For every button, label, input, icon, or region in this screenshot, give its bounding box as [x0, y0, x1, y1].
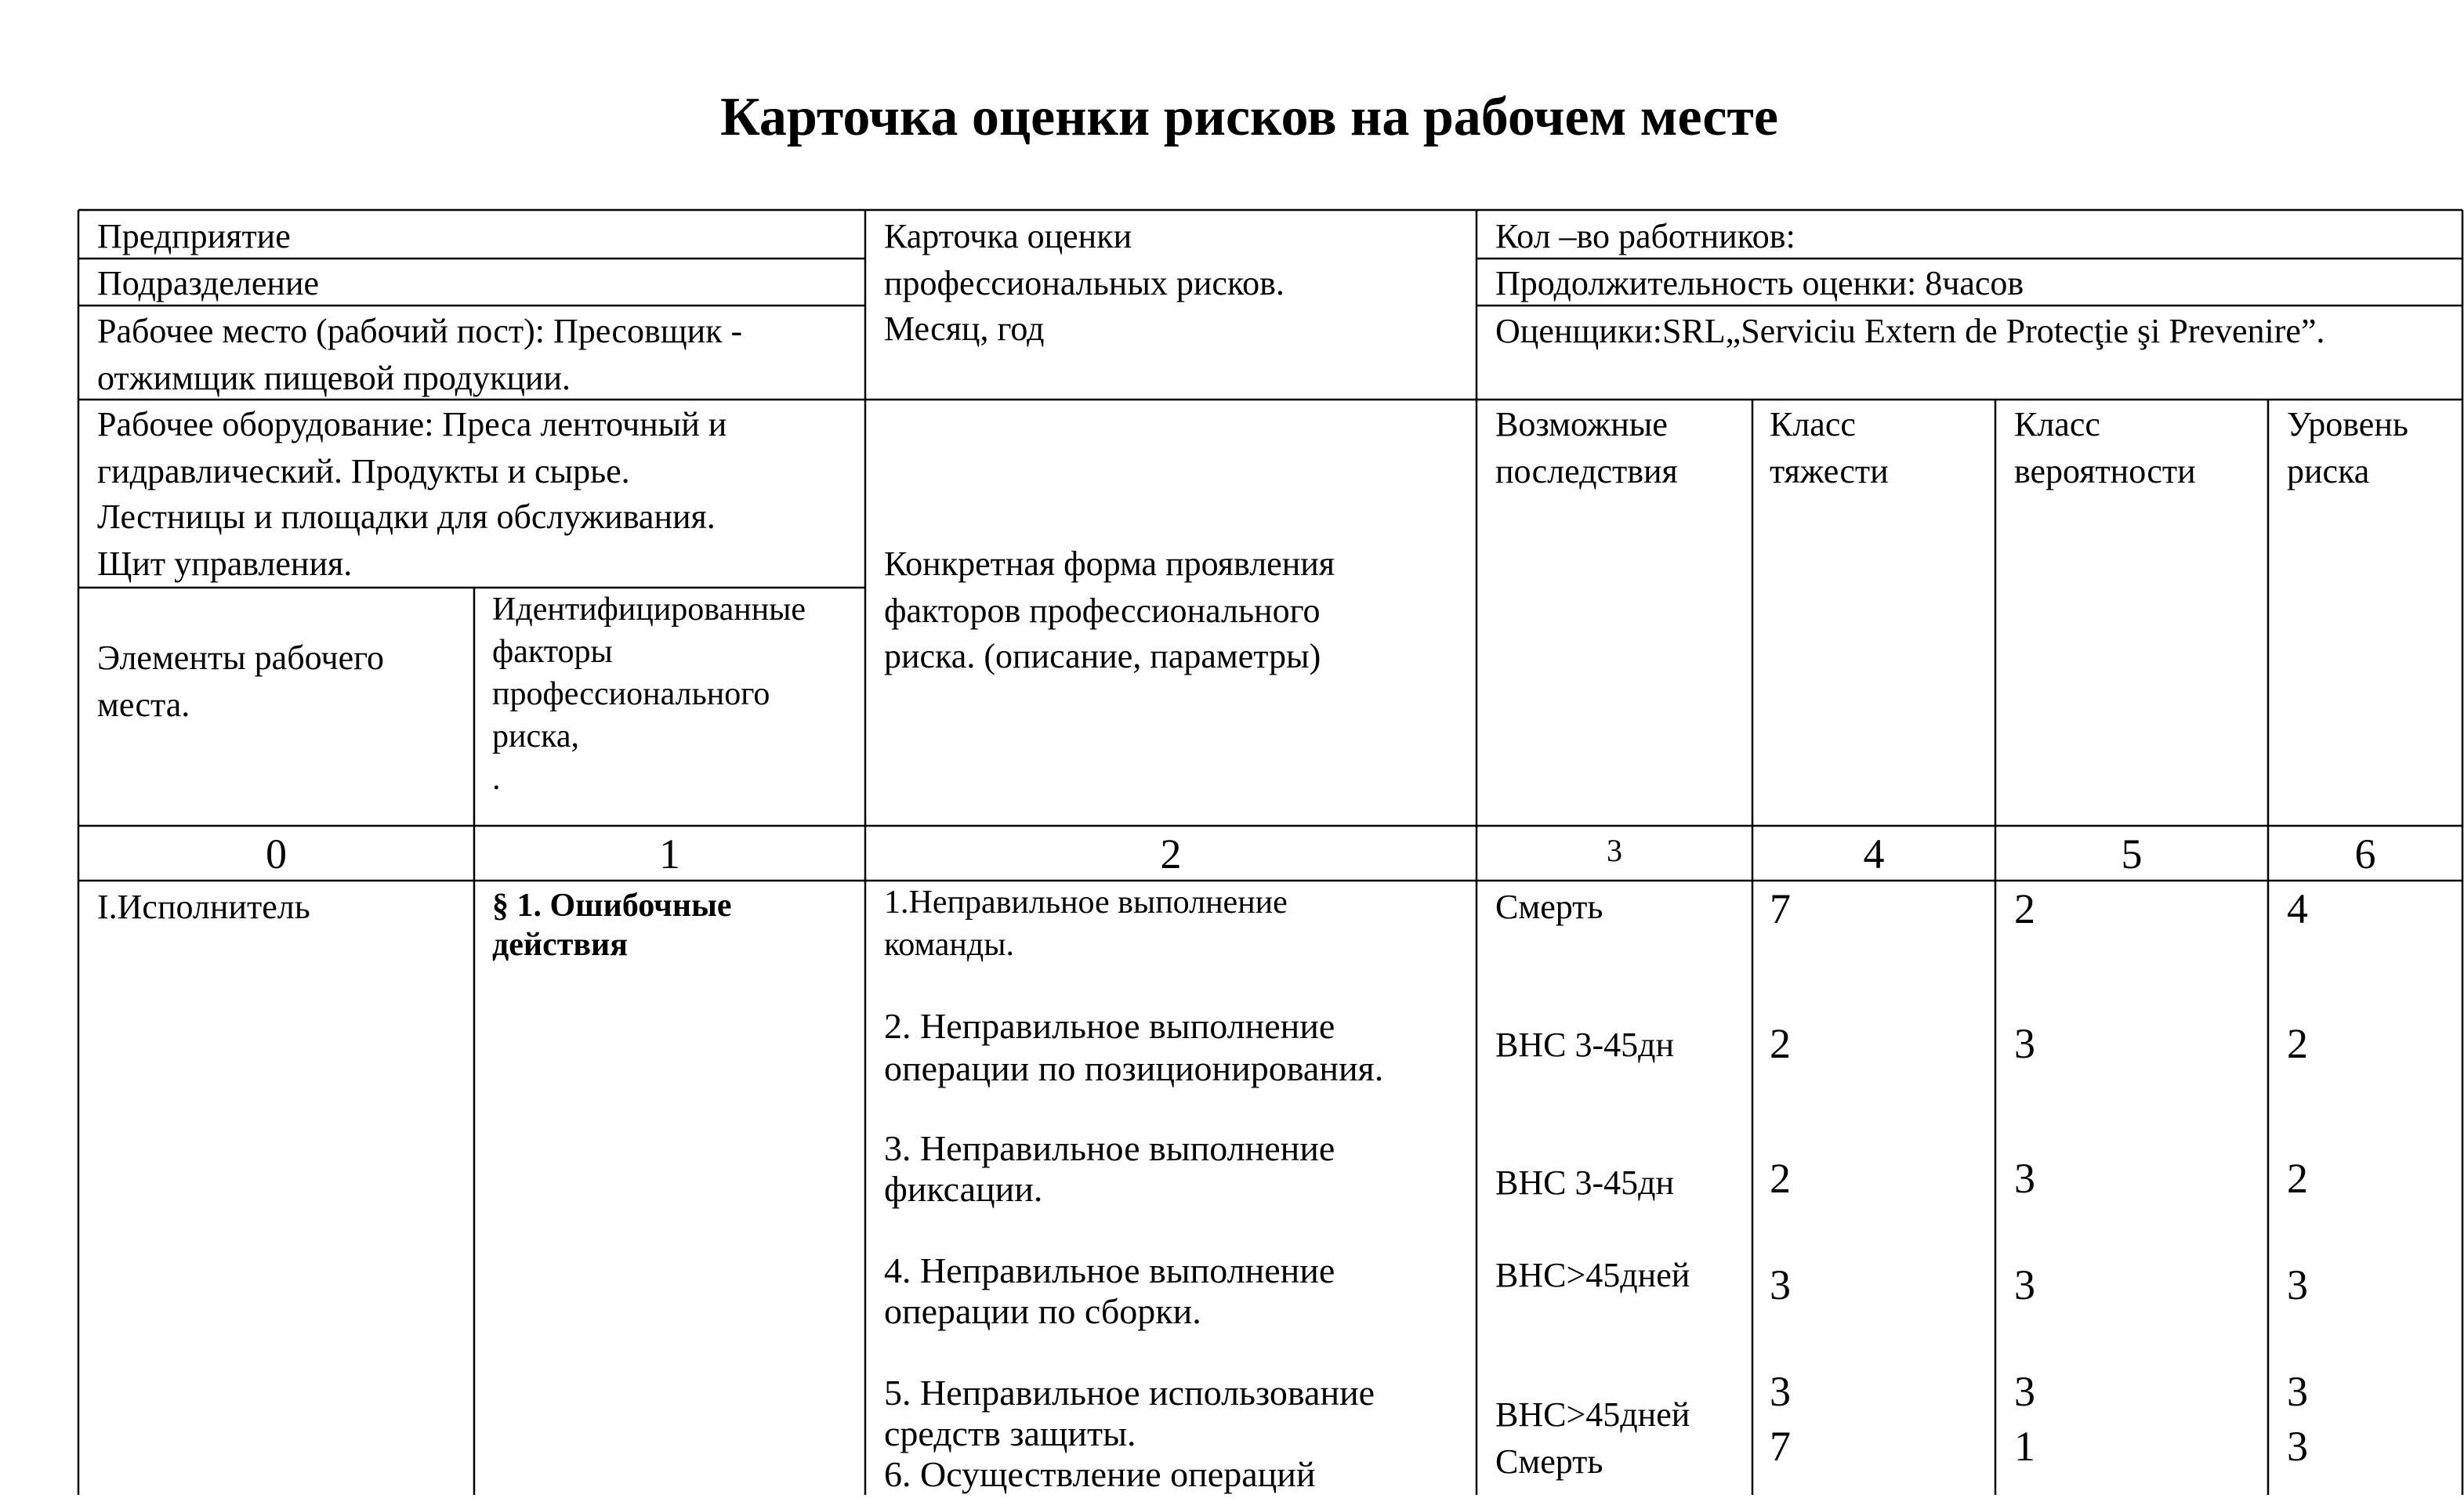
row-desc-line2: операции по сборки.	[884, 1291, 1201, 1331]
row-risk: 2	[2287, 1155, 2308, 1202]
row-severity: 3	[1770, 1261, 1791, 1308]
row-severity: 2	[1770, 1020, 1791, 1067]
row-consequence: Смерть	[1495, 1442, 1603, 1481]
card-label-line3: Месяц, год	[884, 309, 1045, 348]
row-severity: 7	[1770, 1423, 1791, 1470]
row-desc-line2: фиксации.	[884, 1169, 1043, 1209]
row-risk: 2	[2287, 1020, 2308, 1067]
row-consequence: ВНС 3-45дн	[1495, 1026, 1675, 1064]
workplace-label-line1: Рабочее место (рабочий пост): Пресовщик -	[97, 312, 743, 350]
section-factor-line2: действия	[492, 927, 628, 963]
col-consequences-line1: Возможные	[1495, 405, 1668, 443]
col-probability-line1: Класс	[2014, 405, 2100, 443]
col-risk-line2: риска	[2287, 452, 2370, 490]
col-form-line1: Конкретная форма проявления	[884, 545, 1335, 583]
equipment-line2: гидравлический. Продукты и сырье.	[97, 452, 630, 490]
row-risk: 3	[2287, 1423, 2308, 1470]
row-probability: 3	[2014, 1368, 2035, 1415]
equipment-line3: Лестницы и площадки для обслуживания.	[97, 498, 716, 536]
assessors-label: Оценщики:SRL„Serviciu Extern de Protecţie şi Prevenire”.	[1495, 312, 2325, 350]
equipment-line1: Рабочее оборудование: Преса ленточный и	[97, 405, 727, 443]
row-probability: 1	[2014, 1423, 2035, 1470]
section-element-label: I.Исполнитель	[97, 888, 310, 926]
workplace-label-line2: отжимщик пищевой продукции.	[97, 359, 571, 397]
row-consequence: ВНС 3-45дн	[1495, 1163, 1675, 1202]
column-number: 3	[1607, 833, 1622, 868]
col-risk-line1: Уровень	[2287, 405, 2408, 443]
section-factor-line1: § 1. Ошибочные	[492, 888, 732, 924]
col-factors-line5: .	[492, 761, 501, 797]
card-label-line2: профессиональных рисков.	[884, 264, 1285, 302]
workers-label: Кол –во работников:	[1495, 217, 1795, 255]
col-factors-line3: профессионального	[492, 676, 770, 712]
division-label: Подразделение	[97, 264, 320, 302]
col-probability-line2: вероятности	[2014, 452, 2196, 490]
row-severity: 2	[1770, 1155, 1791, 1202]
row-probability: 3	[2014, 1261, 2035, 1308]
row-desc-line1: 6. Осуществление операций	[884, 1454, 1316, 1494]
row-desc-line1: 3. Неправильное выполнение	[884, 1128, 1335, 1168]
col-elements-line2: места.	[97, 686, 190, 724]
enterprise-label: Предприятие	[97, 217, 291, 255]
row-probability: 3	[2014, 1020, 2035, 1067]
row-desc-line1: 1.Неправильное выполнение	[884, 885, 1288, 921]
duration-label: Продолжительность оценки: 8часов	[1495, 264, 2024, 302]
row-consequence: ВНС>45дней	[1495, 1256, 1690, 1294]
row-consequence: ВНС>45дней	[1495, 1395, 1690, 1434]
equipment-line4: Щит управления.	[97, 545, 353, 583]
row-severity: 7	[1770, 885, 1791, 932]
col-form-line3: риска. (описание, параметры)	[884, 637, 1321, 675]
row-desc-line1: 5. Неправильное использование	[884, 1373, 1375, 1413]
row-risk: 3	[2287, 1368, 2308, 1415]
row-probability: 3	[2014, 1155, 2035, 1202]
column-number: 1	[659, 830, 680, 877]
col-factors-line4: риска,	[492, 718, 580, 754]
row-desc-line1: 2. Неправильное выполнение	[884, 1006, 1335, 1046]
column-number: 0	[266, 830, 287, 877]
column-number: 2	[1160, 830, 1182, 877]
row-probability: 2	[2014, 885, 2035, 932]
row-desc-line1: 4. Неправильное выполнение	[884, 1250, 1335, 1290]
row-desc-line2: операции по позиционирования.	[884, 1048, 1384, 1088]
col-consequences-line2: последствия	[1495, 452, 1678, 490]
column-number: 4	[1863, 830, 1885, 877]
row-risk: 4	[2287, 885, 2308, 932]
row-consequence: Смерть	[1495, 888, 1603, 926]
col-factors-line2: факторы	[492, 634, 613, 670]
column-number: 6	[2354, 830, 2376, 877]
page-title: Карточка оценки рисков на рабочем месте	[720, 87, 1778, 147]
row-risk: 3	[2287, 1261, 2308, 1308]
col-elements-line1: Элементы рабочего	[97, 639, 385, 677]
row-desc-line2: средств защиты.	[884, 1413, 1136, 1453]
card-label-line1: Карточка оценки	[884, 217, 1132, 255]
col-severity-line1: Класс	[1770, 405, 1856, 443]
col-severity-line2: тяжести	[1770, 452, 1889, 490]
column-number: 5	[2121, 830, 2143, 877]
col-form-line2: факторов профессионального	[884, 592, 1321, 630]
row-desc-line2: команды.	[884, 927, 1014, 963]
col-factors-line1: Идентифицированные	[492, 592, 806, 628]
row-severity: 3	[1770, 1368, 1791, 1415]
